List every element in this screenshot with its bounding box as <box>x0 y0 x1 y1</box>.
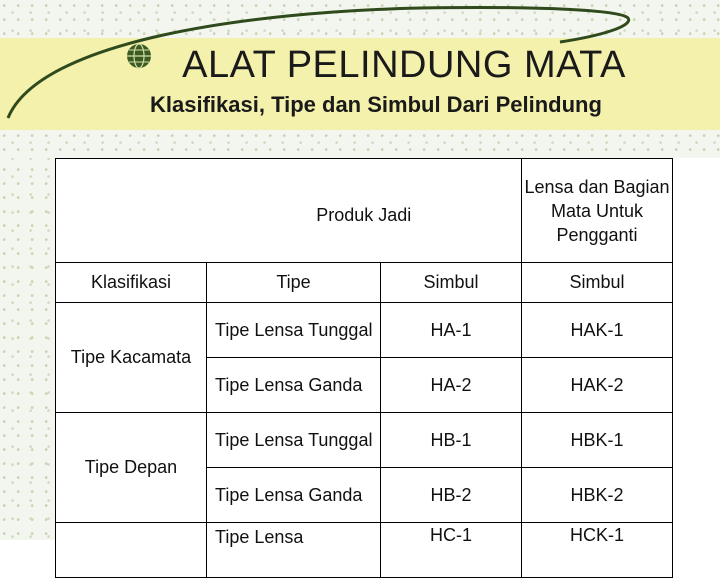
eye-protector-table <box>55 158 673 578</box>
cell-tipe: Tipe Lensa Tunggal <box>207 413 381 468</box>
cell-klasifikasi: Tipe Kacamata <box>56 303 207 413</box>
cell-simbul-pengganti: HCK-1 <box>522 523 673 578</box>
header-simbul: Simbul <box>381 263 522 303</box>
cell-simbul: HC-1 <box>381 523 522 578</box>
cell-tipe: Tipe Lensa Tunggal <box>207 303 381 358</box>
table-row <box>56 523 673 578</box>
cell-simbul: HA-2 <box>381 358 522 413</box>
header-simbul-pengganti: Simbul <box>522 263 673 303</box>
cell-simbul: HA-1 <box>381 303 522 358</box>
header-empty-cell <box>56 159 207 263</box>
header-produk-jadi: Produk Jadi <box>207 159 522 263</box>
cell-simbul-pengganti: HAK-2 <box>522 358 673 413</box>
cell-klasifikasi: Tipe Depan <box>56 413 207 523</box>
cell-tipe: Tipe Lensa Ganda <box>207 468 381 523</box>
cell-simbul: HB-1 <box>381 413 522 468</box>
page-subtitle: Klasifikasi, Tipe dan Simbul Dari Pelindung <box>150 92 602 117</box>
header-lensa-pengganti: Lensa dan Bagian Mata Untuk Pengganti <box>522 159 673 263</box>
table-row <box>56 413 673 468</box>
cell-simbul-pengganti: HBK-1 <box>522 413 673 468</box>
cell-klasifikasi <box>56 523 207 578</box>
cell-tipe: Tipe Lensa <box>207 523 381 578</box>
cell-tipe: Tipe Lensa Ganda <box>207 358 381 413</box>
page-title: ALAT PELINDUNG MATA <box>182 44 626 86</box>
table-row <box>56 303 673 358</box>
cell-simbul-pengganti: HBK-2 <box>522 468 673 523</box>
cell-simbul-pengganti: HAK-1 <box>522 303 673 358</box>
header-klasifikasi: Klasifikasi <box>56 263 207 303</box>
decorative-pattern-band <box>0 130 720 158</box>
cell-simbul: HB-2 <box>381 468 522 523</box>
header-tipe: Tipe <box>207 263 381 303</box>
